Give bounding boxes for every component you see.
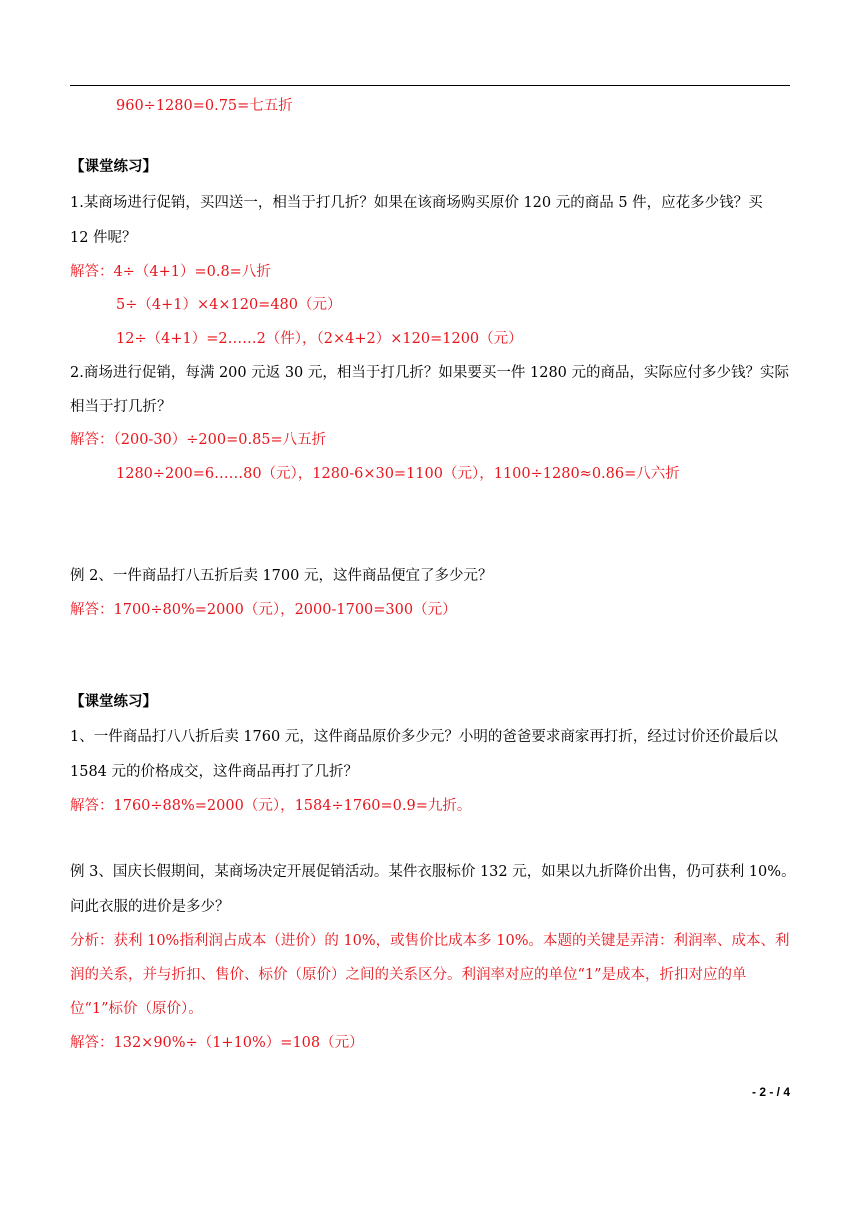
answer-line: 解答：1700÷80%=2000（元），2000-1700=300（元） [70, 602, 457, 618]
problem-text: 2.商场进行促销，每满 200 元返 30 元，相当于打几折？如果要买一件 1280 元的商品，实际应付多少钱？实际 [70, 365, 790, 381]
section-heading: 【课堂练习】 [70, 694, 157, 710]
answer-line: 解答：（200-30）÷200=0.85=八五折 [70, 432, 327, 448]
example-text: 例 2、一件商品打八五折后卖 1700 元，这件商品便宜了多少元？ [70, 568, 493, 584]
section-heading: 【课堂练习】 [70, 159, 157, 175]
answer-line: 5÷（4+1）×4×120=480（元） [116, 297, 342, 313]
problem-text: 1584 元的价格成交，这件商品再打了几折？ [70, 764, 359, 780]
answer-line: 解答：4÷（4+1）=0.8=八折 [70, 264, 271, 280]
header-rule [70, 85, 790, 86]
answer-line: 解答：132×90%÷（1+10%）=108（元） [70, 1035, 364, 1051]
analysis-text: 位“1”标价（原价）。 [70, 1001, 203, 1017]
example-text: 问此衣服的进价是多少？ [70, 899, 230, 915]
example-text: 例 3、国庆长假期间，某商场决定开展促销活动。某件衣服标价 132 元，如果以九折降价出售，仍可获利 10%。 [70, 864, 796, 880]
answer-line: 960÷1280=0.75=七五折 [116, 98, 293, 114]
answer-line: 解答：1760÷88%=2000（元），1584÷1760=0.9=九折。 [70, 798, 472, 814]
answer-line: 1280÷200=6……80（元），1280-6×30=1100（元），1100÷1280≈0.86=八六折 [116, 466, 680, 482]
problem-text: 相当于打几折？ [70, 399, 172, 415]
problem-text: 1.某商场进行促销，买四送一，相当于打几折？如果在该商场购买原价 120 元的商品 5 件，应花多少钱？买 [70, 195, 763, 211]
problem-text: 12 件呢？ [70, 230, 137, 246]
page-number: - 2 - / 4 [751, 1085, 790, 1099]
analysis-text: 润的关系，并与折扣、售价、标价（原价）之间的关系区分。利润率对应的单位“1”是成本，折扣对应的单 [70, 967, 747, 983]
answer-line: 12÷（4+1）=2……2（件），（2×4+2）×120=1200（元） [116, 331, 523, 347]
problem-text: 1、一件商品打八八折后卖 1760 元，这件商品原价多少元？小明的爸爸要求商家再打折，经过讨价还价最后以 [70, 729, 778, 745]
analysis-text: 分析：获利 10%指利润占成本（进价）的 10%，或售价比成本多 10%。本题的关键是弄清：利润率、成本、利 [70, 933, 790, 949]
